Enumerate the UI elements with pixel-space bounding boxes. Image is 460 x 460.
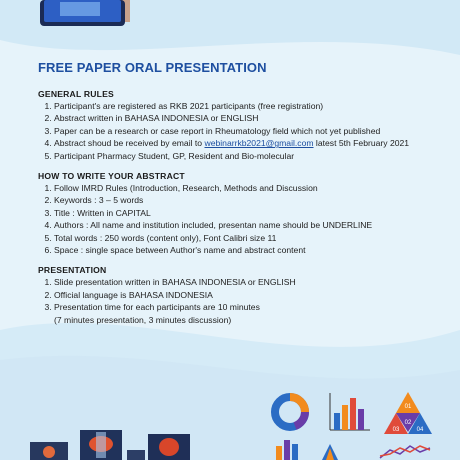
list-item: 1. Follow IMRD Rules (Introduction, Research, Methods and Discussion: [54, 182, 450, 194]
list-item: 2. Keywords : 3 – 5 words: [54, 194, 450, 206]
donut-chart-icon: [275, 397, 305, 427]
list-item-text: Presentation time for each participants are 10 minutes: [54, 302, 260, 313]
presentation-heading: PRESENTATION: [38, 265, 107, 276]
general-rules-heading: GENERAL RULES: [38, 89, 114, 99]
anatomy-spine-image: [127, 450, 145, 460]
presentation-list: [38, 276, 450, 326]
general-rules-section: [38, 89, 450, 162]
bar-chart-icon: [330, 393, 370, 430]
list-item: 4. Authors : All name and institution included, presentan name should be UNDERLINE: [54, 219, 450, 231]
triangle-chart-icon: [322, 444, 338, 460]
bottom-illustrations: [0, 380, 460, 460]
list-item: [54, 301, 450, 326]
list-item: 5. Participant Pharmacy Student, GP, Resident and Bio-molecular: [54, 150, 450, 162]
presentation-section: [38, 265, 450, 326]
email-link[interactable]: webinarrkb2021@gmail.com: [204, 138, 314, 149]
stacked-bars-icon: [276, 440, 298, 460]
list-item: 3. Title : Written in CAPITAL: [54, 207, 450, 219]
pyramid-label: 01: [404, 404, 412, 410]
list-item: 1. Slide presentation written in BAHASA INDONESIA or ENGLISH: [54, 276, 450, 288]
list-item: 2. Official language is BAHASA INDONESIA: [54, 289, 450, 301]
list-item: 1. Participant's are registered as RKB 2021 participants (free registration): [54, 100, 450, 112]
header-hand-phone-image: [0, 0, 460, 34]
list-item-continuation: (7 minutes presentation, 3 minutes discussion): [54, 314, 232, 325]
page-title: FREE PAPER ORAL PRESENTATION: [38, 60, 267, 75]
anatomy-hip-image: [80, 430, 122, 460]
list-item-email: [54, 137, 450, 149]
how-to-write-section: [38, 171, 450, 256]
list-item: 6. Space : single space between Author's name and abstract content: [54, 244, 450, 256]
how-to-write-heading: HOW TO WRITE YOUR ABSTRACT: [38, 171, 185, 182]
anatomy-knee-image: [30, 442, 68, 460]
pyramid-label: 02: [404, 420, 412, 426]
general-rules-list: [38, 100, 450, 162]
list-item: 2. Abstract written in BAHASA INDONESIA or ENGLISH: [54, 112, 450, 124]
list-item: 3. Paper can be a research or case report in Rheumatology field which not yet published: [54, 125, 450, 137]
email-item-text-after: latest 5th February 2021: [313, 138, 410, 149]
list-item: 5. Total words : 250 words (content only), Font Calibri size 11: [54, 232, 450, 244]
line-chart-icon: [380, 446, 430, 458]
pyramid-label: 04: [416, 427, 424, 433]
email-item-text-before: Abstract shoud be received by email to: [54, 138, 205, 149]
anatomy-body-image: [148, 434, 190, 460]
pyramid-infographic-icon: [384, 392, 432, 434]
how-to-write-list: [38, 182, 450, 256]
pyramid-label: 03: [392, 427, 400, 433]
main-content: [38, 60, 450, 335]
